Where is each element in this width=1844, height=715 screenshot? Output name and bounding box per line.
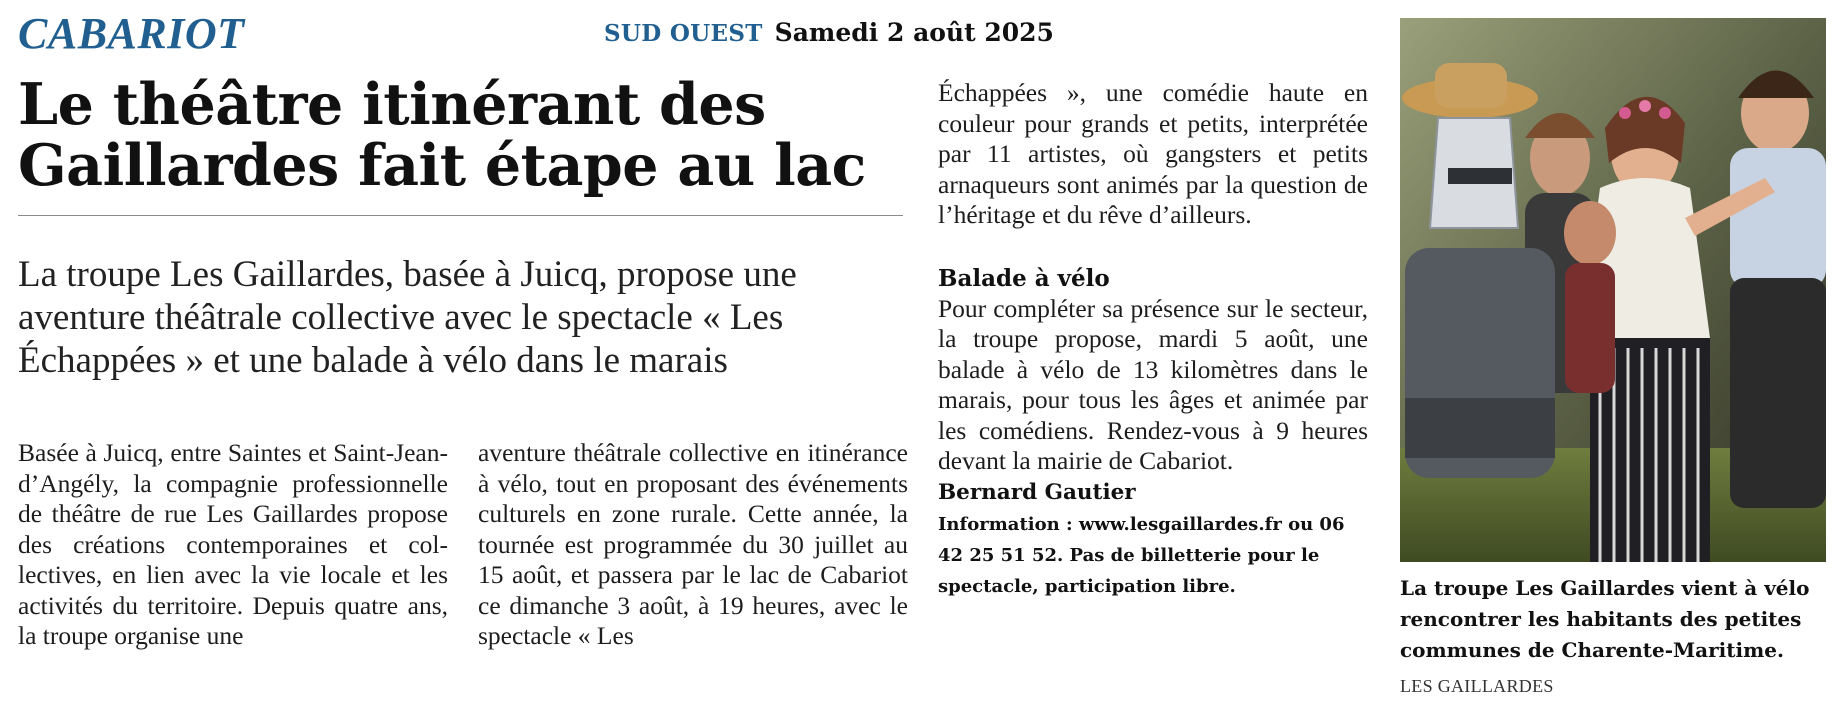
photo-caption: La troupe Les Gaillardes vient à vélo rencontrer les habitants des petites communes de Charente-Maritime. (1400, 576, 1810, 662)
headline-line-2: Gaillardes fait étape au lac (18, 132, 866, 199)
article-column-3-part-2: Pour compléter sa présence sur le secteur, la troupe propose, mardi 5 août, une balade à vélo de 13 kilomètres dans le marais, pour tous les âges et animée par les comédiens. Rendez-vous à 9 heures devant la mairie de Cabariot. (938, 293, 1368, 475)
headline-divider (18, 215, 903, 216)
article-subhead: Balade à vélo (938, 264, 1110, 292)
author-signature: Bernard Gautier (938, 479, 1136, 505)
article-column-1: Basée à Juicq, entre Saintes et Saint-Jean-d’Angély, la compagnie professionnelle de théâtre de rue Les Gaillardes propose des créations contemporaines et collectives, en lien avec la vie locale et les activités du territoire. Depuis quatre ans, la troupe organise une (18, 438, 448, 650)
photo-credit: LES GAILLARDES (1400, 676, 1554, 696)
headline (18, 71, 898, 199)
article-photo (1400, 18, 1826, 562)
newspaper-name: SUD OUEST (604, 20, 763, 47)
masthead (604, 18, 1054, 47)
practical-info: Information : www.lesgaillardes.fr ou 06 42 25 51 52. Pas de billetterie pour le spectacle, participation libre. (938, 513, 1345, 597)
headline-line-1: Le théâtre itinérant des (18, 71, 766, 138)
article-column-3 (938, 78, 1368, 602)
article-column-3-part-1: Échappées », une comédie haute en couleur pour grands et petits, interprétée par 11 artistes, où gangsters et petits arnaqueurs sont animés par la question de l’héritage et du rêve d’ailleurs. (938, 78, 1368, 229)
article-chapeau: La troupe Les Gaillardes, basée à Juicq, propose une aventure théâtrale collective avec le spectacle « Les Échappées » et une balade à vélo dans le marais (18, 254, 797, 381)
article-column-2: aventure théâtrale collective en itinérance à vélo, tout en proposant des événements culturels en zone rurale. Cette année, la tournée est programmée du 30 juillet au 15 août, et passera par le lac de Cabariot ce dimanche 3 août, à 19 heures, avec le spectacle « Les (478, 438, 908, 650)
publication-date: Samedi 2 août 2025 (774, 18, 1054, 47)
photo-illustration (1400, 18, 1826, 562)
section-label: CABARIOT (18, 9, 245, 58)
